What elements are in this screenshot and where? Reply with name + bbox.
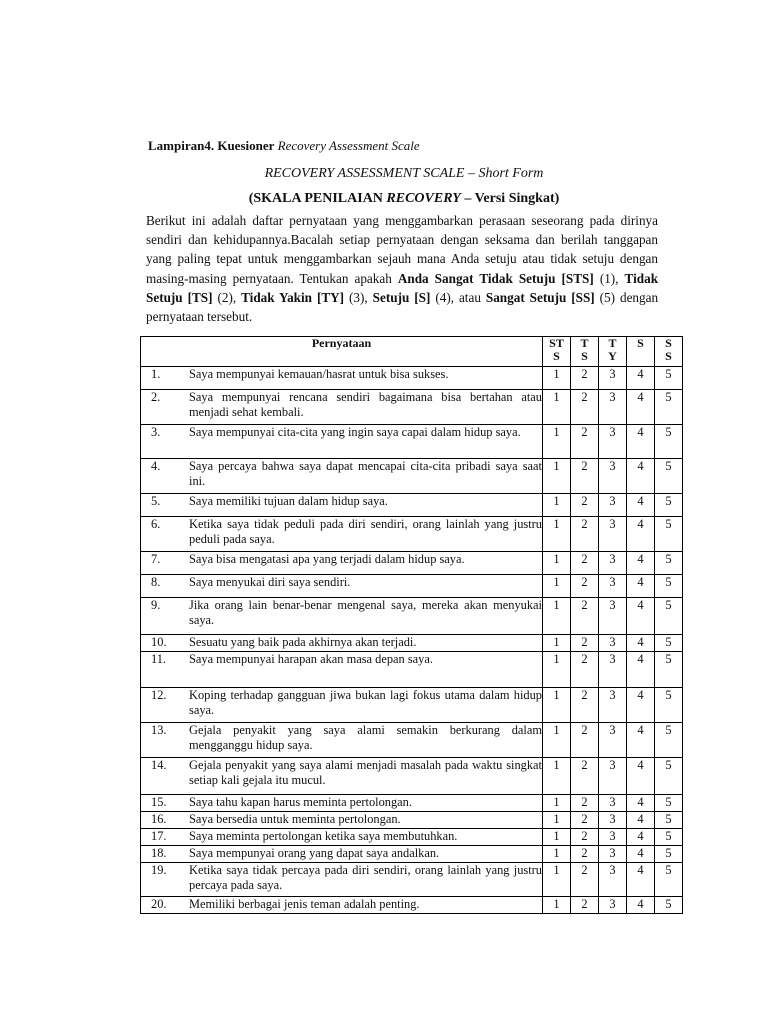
statement-number: 20. xyxy=(151,897,167,911)
score-option-2[interactable]: 2 xyxy=(571,494,599,517)
table-row xyxy=(141,897,683,914)
statement-text: Ketika saya tidak percaya pada diri sendiri, orang lainlah yang justru percaya pada saya. xyxy=(189,863,542,892)
table-row xyxy=(141,390,683,425)
score-option-4[interactable]: 4 xyxy=(627,829,655,846)
statement-number: 5. xyxy=(151,494,161,508)
header-statement: Pernyataan xyxy=(141,337,543,367)
statement-cell xyxy=(141,390,543,425)
table-row xyxy=(141,688,683,723)
score-option-3[interactable]: 3 xyxy=(599,552,627,575)
statement-text: Saya meminta pertolongan ketika saya membutuhkan. xyxy=(189,829,458,843)
statement-cell xyxy=(141,812,543,829)
table-row xyxy=(141,494,683,517)
intro-s: Setuju [S] xyxy=(372,289,431,305)
score-option-1[interactable]: 1 xyxy=(543,652,571,688)
score-option-4[interactable]: 4 xyxy=(627,517,655,552)
table-row xyxy=(141,795,683,812)
score-option-1[interactable]: 1 xyxy=(543,494,571,517)
score-option-2[interactable]: 2 xyxy=(571,635,599,652)
score-option-1[interactable]: 1 xyxy=(543,517,571,552)
statement-number: 12. xyxy=(151,688,167,702)
score-option-3[interactable]: 3 xyxy=(599,390,627,425)
score-option-1[interactable]: 1 xyxy=(543,758,571,795)
score-option-3[interactable]: 3 xyxy=(599,575,627,598)
statement-cell xyxy=(141,795,543,812)
score-option-2[interactable]: 2 xyxy=(571,846,599,863)
statement-cell xyxy=(141,758,543,795)
score-option-1[interactable]: 1 xyxy=(543,723,571,758)
score-option-4[interactable]: 4 xyxy=(627,863,655,897)
statement-text: Saya percaya bahwa saya dapat mencapai cita-cita pribadi saya saat ini. xyxy=(189,459,542,488)
score-option-5[interactable]: 5 xyxy=(655,635,683,652)
table-row xyxy=(141,575,683,598)
score-option-1[interactable]: 1 xyxy=(543,598,571,635)
form-subtitle xyxy=(0,191,768,207)
score-option-5[interactable]: 5 xyxy=(655,723,683,758)
score-option-5[interactable]: 5 xyxy=(655,758,683,795)
table-row xyxy=(141,552,683,575)
statement-cell xyxy=(141,652,543,688)
intro-ty-n: (3), xyxy=(349,289,368,305)
score-option-5[interactable]: 5 xyxy=(655,459,683,494)
statement-cell xyxy=(141,552,543,575)
statement-cell xyxy=(141,598,543,635)
table-header-row xyxy=(141,337,683,367)
statement-text: Saya mempunyai cita-cita yang ingin saya capai dalam hidup saya. xyxy=(189,425,521,439)
score-option-2[interactable]: 2 xyxy=(571,367,599,390)
score-option-5[interactable]: 5 xyxy=(655,425,683,459)
statement-cell xyxy=(141,635,543,652)
score-option-3[interactable]: 3 xyxy=(599,635,627,652)
statement-text: Ketika saya tidak peduli pada diri sendiri, orang lainlah yang justru peduli pada saya. xyxy=(189,517,542,546)
intro-text: Berikut ini adalah daftar pernyataan yang menggambarkan perasaan seseorang pada dirinya sendiri dan kehidupannya.Bacalah setiap pernyataan dengan seksama dan berilah tanggapan yang paling tepat untuk menggambarkan sejauh mana Anda setuju atau tidak setuju dengan masing-masing pernyataan. Tentukan apakah xyxy=(146,213,658,286)
score-option-1[interactable]: 1 xyxy=(543,367,571,390)
score-option-1[interactable]: 1 xyxy=(543,688,571,723)
statement-cell xyxy=(141,846,543,863)
subtitle-italic: RECOVERY xyxy=(386,191,461,206)
statement-text: Saya memiliki tujuan dalam hidup saya. xyxy=(189,494,388,508)
score-option-4[interactable]: 4 xyxy=(627,575,655,598)
header-s: S xyxy=(627,337,655,367)
table-row xyxy=(141,812,683,829)
statement-number: 8. xyxy=(151,575,161,589)
score-option-5[interactable]: 5 xyxy=(655,390,683,425)
statement-text: Saya bersedia untuk meminta pertolongan. xyxy=(189,812,401,826)
score-option-2[interactable]: 2 xyxy=(571,758,599,795)
statement-cell xyxy=(141,863,543,897)
statement-text: Gejala penyakit yang saya alami menjadi masalah pada waktu singkat setiap kali gejala itu mucul. xyxy=(189,758,542,787)
score-option-1[interactable]: 1 xyxy=(543,575,571,598)
score-option-1[interactable]: 1 xyxy=(543,897,571,914)
statement-cell xyxy=(141,575,543,598)
header-ts: T S xyxy=(571,337,599,367)
statement-number: 2. xyxy=(151,390,161,404)
score-option-2[interactable]: 2 xyxy=(571,517,599,552)
statement-text: Saya mempunyai harapan akan masa depan saya. xyxy=(189,652,433,666)
table-row xyxy=(141,723,683,758)
score-option-5[interactable]: 5 xyxy=(655,552,683,575)
statement-cell xyxy=(141,517,543,552)
score-option-4[interactable]: 4 xyxy=(627,367,655,390)
questionnaire-table xyxy=(140,336,683,914)
score-option-1[interactable]: 1 xyxy=(543,846,571,863)
score-option-1[interactable]: 1 xyxy=(543,552,571,575)
score-option-2[interactable]: 2 xyxy=(571,425,599,459)
score-option-3[interactable]: 3 xyxy=(599,425,627,459)
header-sts: ST S xyxy=(543,337,571,367)
score-option-2[interactable]: 2 xyxy=(571,652,599,688)
score-option-5[interactable]: 5 xyxy=(655,812,683,829)
score-option-4[interactable]: 4 xyxy=(627,425,655,459)
table-row xyxy=(141,517,683,552)
statement-text: Saya tahu kapan harus meminta pertolongan. xyxy=(189,795,412,809)
score-option-5[interactable]: 5 xyxy=(655,494,683,517)
score-option-2[interactable]: 2 xyxy=(571,459,599,494)
statement-number: 4. xyxy=(151,459,161,473)
score-option-4[interactable]: 4 xyxy=(627,723,655,758)
statement-cell xyxy=(141,367,543,390)
intro-paragraph xyxy=(146,211,658,326)
score-option-2[interactable]: 2 xyxy=(571,829,599,846)
score-option-3[interactable]: 3 xyxy=(599,688,627,723)
table-row xyxy=(141,459,683,494)
intro-ss: Sangat Setuju [SS] xyxy=(485,289,595,305)
score-option-3[interactable]: 3 xyxy=(599,812,627,829)
score-option-2[interactable]: 2 xyxy=(571,390,599,425)
statement-text: Memiliki berbagai jenis teman adalah penting. xyxy=(189,897,420,911)
statement-cell xyxy=(141,459,543,494)
intro-ts: Tidak Setuju [TS] xyxy=(146,270,659,305)
score-option-5[interactable]: 5 xyxy=(655,575,683,598)
statement-number: 3. xyxy=(151,425,161,439)
statement-number: 15. xyxy=(151,795,167,809)
score-option-5[interactable]: 5 xyxy=(655,829,683,846)
score-option-3[interactable]: 3 xyxy=(599,897,627,914)
table-row xyxy=(141,635,683,652)
score-option-2[interactable]: 2 xyxy=(571,897,599,914)
score-option-4[interactable]: 4 xyxy=(627,652,655,688)
subtitle-open: (SKALA PENILAIAN xyxy=(248,191,383,206)
statement-number: 13. xyxy=(151,723,167,737)
score-option-2[interactable]: 2 xyxy=(571,688,599,723)
appendix-title xyxy=(148,138,420,154)
score-option-3[interactable]: 3 xyxy=(599,367,627,390)
score-option-5[interactable]: 5 xyxy=(655,897,683,914)
score-option-3[interactable]: 3 xyxy=(599,829,627,846)
statement-text: Koping terhadap gangguan jiwa bukan lagi fokus utama dalam hidup saya. xyxy=(189,688,542,717)
statement-number: 18. xyxy=(151,846,167,860)
intro-sts: Anda Sangat Tidak Setuju [STS] xyxy=(397,270,594,286)
score-option-3[interactable]: 3 xyxy=(599,723,627,758)
statement-number: 14. xyxy=(151,758,167,772)
score-option-1[interactable]: 1 xyxy=(543,829,571,846)
score-option-5[interactable]: 5 xyxy=(655,846,683,863)
score-option-4[interactable]: 4 xyxy=(627,846,655,863)
table-row xyxy=(141,829,683,846)
header-ty: T Y xyxy=(599,337,627,367)
intro-sts-n: (1), xyxy=(599,270,619,286)
table-row xyxy=(141,846,683,863)
score-option-2[interactable]: 2 xyxy=(571,812,599,829)
table-row xyxy=(141,425,683,459)
score-option-1[interactable]: 1 xyxy=(543,795,571,812)
table-row xyxy=(141,652,683,688)
score-option-5[interactable]: 5 xyxy=(655,367,683,390)
score-option-3[interactable]: 3 xyxy=(599,517,627,552)
subtitle-close: – Versi Singkat) xyxy=(464,191,560,206)
score-option-2[interactable]: 2 xyxy=(571,863,599,897)
statement-text: Saya mempunyai kemauan/hasrat untuk bisa sukses. xyxy=(189,367,449,381)
score-option-5[interactable]: 5 xyxy=(655,795,683,812)
statement-text: Jika orang lain benar-benar mengenal saya, mereka akan menyukai saya. xyxy=(189,598,542,627)
statement-cell xyxy=(141,829,543,846)
score-option-4[interactable]: 4 xyxy=(627,459,655,494)
score-option-2[interactable]: 2 xyxy=(571,795,599,812)
score-option-3[interactable]: 3 xyxy=(599,846,627,863)
header-ss: S S xyxy=(655,337,683,367)
statement-number: 10. xyxy=(151,635,167,649)
statement-number: 1. xyxy=(151,367,161,381)
statement-cell xyxy=(141,688,543,723)
intro-ty: Tidak Yakin [TY] xyxy=(241,289,345,305)
statement-text: Sesuatu yang baik pada akhirnya akan terjadi. xyxy=(189,635,417,649)
score-option-1[interactable]: 1 xyxy=(543,635,571,652)
statement-number: 6. xyxy=(151,517,161,531)
score-option-5[interactable]: 5 xyxy=(655,863,683,897)
intro-ss-n: (5) dengan pernyataan tersebut. xyxy=(146,289,659,325)
score-option-2[interactable]: 2 xyxy=(571,575,599,598)
statement-text: Saya menyukai diri saya sendiri. xyxy=(189,575,351,589)
score-option-1[interactable]: 1 xyxy=(543,390,571,425)
score-option-4[interactable]: 4 xyxy=(627,812,655,829)
score-option-3[interactable]: 3 xyxy=(599,795,627,812)
score-option-4[interactable]: 4 xyxy=(627,552,655,575)
score-option-1[interactable]: 1 xyxy=(543,812,571,829)
score-option-5[interactable]: 5 xyxy=(655,598,683,635)
score-option-5[interactable]: 5 xyxy=(655,688,683,723)
score-option-2[interactable]: 2 xyxy=(571,723,599,758)
table-row xyxy=(141,863,683,897)
score-option-4[interactable]: 4 xyxy=(627,635,655,652)
statement-text: Saya bisa mengatasi apa yang terjadi dalam hidup saya. xyxy=(189,552,465,566)
table-row xyxy=(141,758,683,795)
statement-number: 9. xyxy=(151,598,161,612)
appendix-prefix: Lampiran4. Kuesioner xyxy=(148,138,275,153)
statement-cell xyxy=(141,425,543,459)
statement-number: 16. xyxy=(151,812,167,826)
score-option-3[interactable]: 3 xyxy=(599,494,627,517)
form-title: RECOVERY ASSESSMENT SCALE – Short Form xyxy=(264,166,544,181)
score-option-1[interactable]: 1 xyxy=(543,459,571,494)
score-option-5[interactable]: 5 xyxy=(655,652,683,688)
score-option-5[interactable]: 5 xyxy=(655,517,683,552)
statement-number: 11. xyxy=(151,652,167,666)
statement-number: 17. xyxy=(151,829,167,843)
score-option-4[interactable]: 4 xyxy=(627,897,655,914)
intro-s-n: (4), atau xyxy=(435,289,481,305)
statement-text: Gejala penyakit yang saya alami semakin berkurang dalam mengganggu hidup saya. xyxy=(189,723,542,752)
intro-ts-n: (2), xyxy=(217,289,237,305)
appendix-italic: Recovery Assessment Scale xyxy=(277,138,420,153)
score-option-1[interactable]: 1 xyxy=(543,863,571,897)
score-option-4[interactable]: 4 xyxy=(627,598,655,635)
statement-number: 19. xyxy=(151,863,167,877)
statement-number: 7. xyxy=(151,552,161,566)
table-row xyxy=(141,598,683,635)
score-option-3[interactable]: 3 xyxy=(599,652,627,688)
score-option-3[interactable]: 3 xyxy=(599,459,627,494)
score-option-4[interactable]: 4 xyxy=(627,758,655,795)
score-option-4[interactable]: 4 xyxy=(627,494,655,517)
score-option-3[interactable]: 3 xyxy=(599,863,627,897)
table-row xyxy=(141,367,683,390)
statement-text: Saya mempunyai rencana sendiri bagaimana bisa bertahan atau menjadi sehat kembali. xyxy=(189,390,542,419)
statement-text: Saya mempunyai orang yang dapat saya andalkan. xyxy=(189,846,440,860)
score-option-3[interactable]: 3 xyxy=(599,758,627,795)
score-option-4[interactable]: 4 xyxy=(627,390,655,425)
score-option-4[interactable]: 4 xyxy=(627,688,655,723)
score-option-2[interactable]: 2 xyxy=(571,552,599,575)
statement-cell xyxy=(141,494,543,517)
score-option-1[interactable]: 1 xyxy=(543,425,571,459)
statement-cell xyxy=(141,723,543,758)
score-option-4[interactable]: 4 xyxy=(627,795,655,812)
score-option-2[interactable]: 2 xyxy=(571,598,599,635)
score-option-3[interactable]: 3 xyxy=(599,598,627,635)
statement-cell xyxy=(141,897,543,914)
